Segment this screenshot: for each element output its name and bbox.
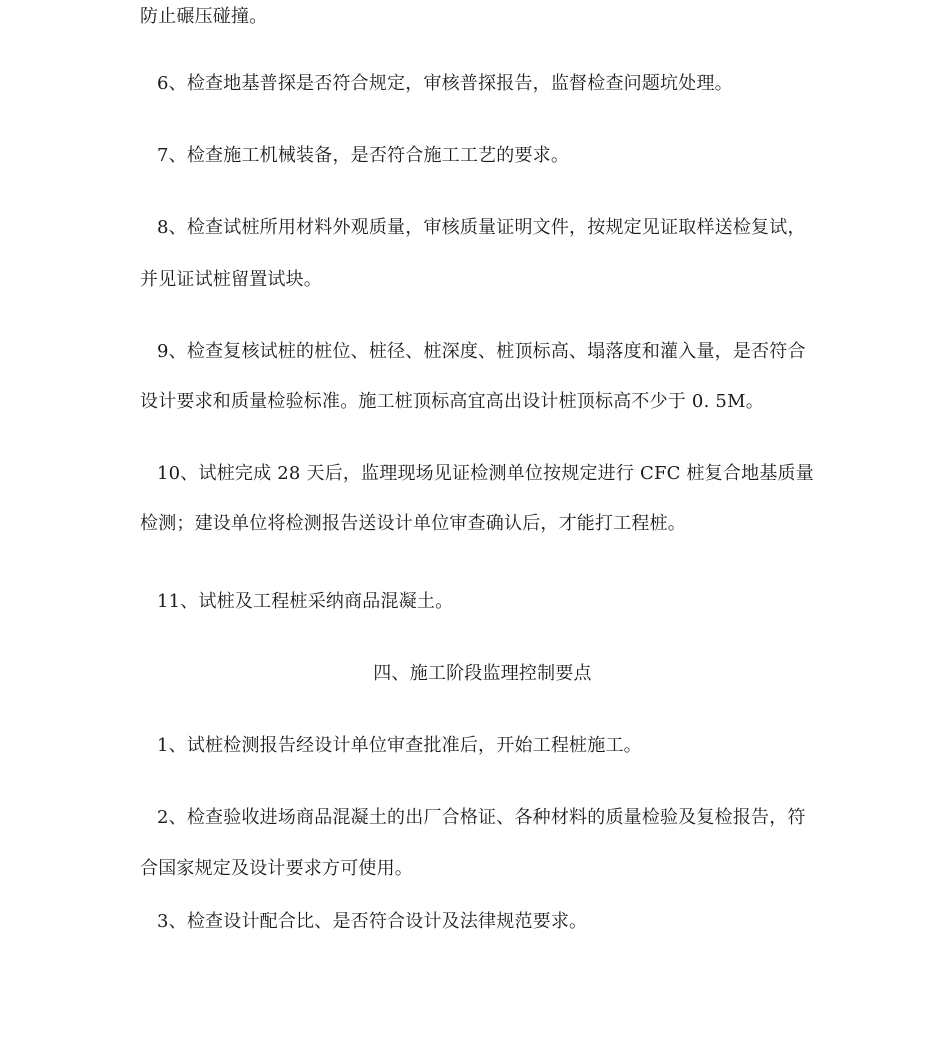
list-item-3: 3、检查设计配合比、是否符合设计及法律规范要求。 <box>157 911 588 932</box>
list-item-7: 7、检查施工机械装备，是否符合施工工艺的要求。 <box>157 145 570 166</box>
list-item-9-continued: 设计要求和质量检验标准。施工桩顶标高宜高出设计桩顶标高不少于 0. 5M。 <box>140 391 764 412</box>
list-item-8: 8、检查试桩所用材料外观质量，审核质量证明文件，按规定见证取样送检复试， <box>157 217 806 238</box>
list-item-2-continued: 合国家规定及设计要求方可使用。 <box>140 858 413 879</box>
list-item-2: 2、检查验收进场商品混凝土的出厂合格证、各种材料的质量检验及复检报告，符 <box>157 807 806 828</box>
list-item-10-continued: 检测；建设单位将检测报告送设计单位审查确认后，才能打工程桩。 <box>140 513 686 534</box>
list-item-1: 1、试桩检测报告经设计单位审查批准后，开始工程桩施工。 <box>157 735 642 756</box>
paragraph-continuation: 防止碾压碰撞。 <box>140 6 268 27</box>
list-item-6: 6、检查地基普探是否符合规定，审核普探报告，监督检查问题坑处理。 <box>157 73 733 94</box>
list-item-11: 11、试桩及工程桩采纳商品混凝土。 <box>157 591 454 612</box>
list-item-9: 9、检查复核试桩的桩位、桩径、桩深度、桩顶标高、塌落度和灌入量，是否符合 <box>157 341 806 362</box>
list-item-8-continued: 并见证试桩留置试块。 <box>140 269 322 290</box>
section-heading: 四、施工阶段监理控制要点 <box>373 663 592 684</box>
list-item-10: 10、试桩完成 28 天后，监理现场见证检测单位按规定进行 CFC 桩复合地基质量 <box>157 463 814 484</box>
